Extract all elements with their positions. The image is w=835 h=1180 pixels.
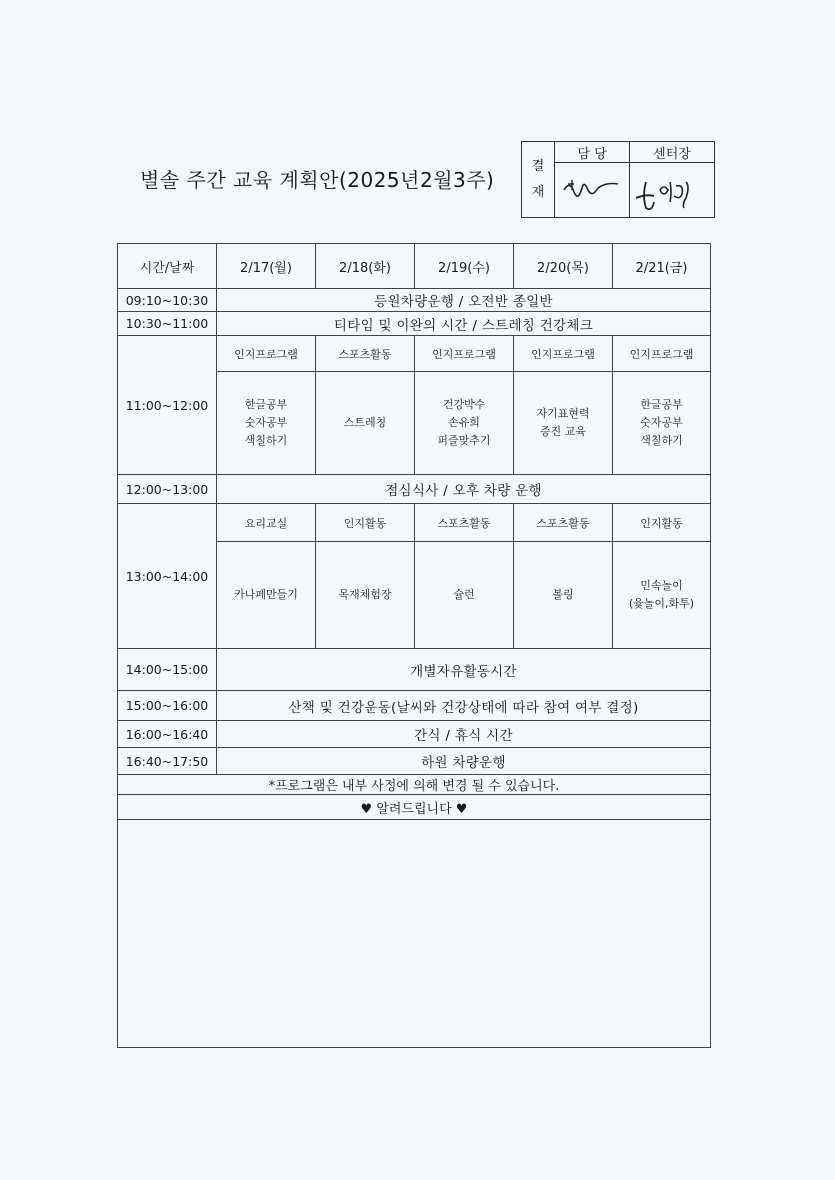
activity-cell: 등원차량운행 / 오전반 종일반 bbox=[217, 289, 711, 312]
activity-line: 숫자공부 bbox=[244, 416, 288, 429]
activity-line: 한글공부 bbox=[640, 398, 683, 411]
category-cell: 인지활동 bbox=[613, 504, 711, 542]
activity-cell: 산책 및 건강운동(날씨와 건강상태에 따라 참여 여부 결정) bbox=[217, 691, 711, 721]
activity-line: 건강박수 bbox=[442, 398, 486, 411]
approval-side-label bbox=[522, 142, 555, 218]
activity-cell bbox=[514, 372, 613, 475]
header-day: 2/20(목) bbox=[514, 244, 613, 289]
activity-line: 카나페만들기 bbox=[234, 588, 298, 601]
notice-body bbox=[118, 820, 711, 1048]
time-cell: 16:00~16:40 bbox=[118, 721, 217, 748]
notice-header-row bbox=[118, 795, 711, 820]
staff-signature bbox=[555, 163, 630, 218]
activity-cell bbox=[316, 542, 415, 649]
table-row bbox=[118, 336, 711, 372]
activity-cell bbox=[217, 372, 316, 475]
table-row bbox=[118, 504, 711, 542]
activity-line: 색칠하기 bbox=[640, 434, 683, 447]
table-row bbox=[118, 721, 711, 748]
time-cell: 14:00~15:00 bbox=[118, 649, 217, 691]
activity-line: 한글공부 bbox=[244, 398, 288, 411]
category-cell: 인지프로그램 bbox=[514, 336, 613, 372]
activity-line: 색칠하기 bbox=[244, 434, 288, 447]
activity-cell bbox=[613, 372, 711, 475]
category-cell: 인지활동 bbox=[316, 504, 415, 542]
header-day: 2/19(수) bbox=[415, 244, 514, 289]
activity-cell bbox=[514, 542, 613, 649]
table-row bbox=[118, 748, 711, 775]
activity-cell bbox=[415, 372, 514, 475]
activity-line: 볼링 bbox=[552, 588, 574, 601]
activity-cell: 간식 / 휴식 시간 bbox=[217, 721, 711, 748]
approval-col-director: 센터장 bbox=[630, 142, 715, 163]
note-row bbox=[118, 775, 711, 795]
activity-cell: 개별자유활동시간 bbox=[217, 649, 711, 691]
category-cell: 인지프로그램 bbox=[217, 336, 316, 372]
header-day: 2/21(금) bbox=[613, 244, 711, 289]
activity-line: (윷놀이,화투) bbox=[628, 597, 695, 610]
header-row bbox=[118, 244, 711, 289]
table-row bbox=[118, 475, 711, 504]
time-cell: 12:00~13:00 bbox=[118, 475, 217, 504]
activity-line: 목재체험장 bbox=[338, 588, 392, 601]
director-signature bbox=[630, 163, 715, 218]
activity-cell bbox=[613, 542, 711, 649]
time-cell: 09:10~10:30 bbox=[118, 289, 217, 312]
change-notice: *프로그램은 내부 사정에 의해 변경 될 수 있습니다. bbox=[118, 775, 711, 795]
page-title: 별솔 주간 교육 계획안(2025년2월3주) bbox=[140, 168, 495, 192]
activity-line: 숫자공부 bbox=[640, 416, 683, 429]
table-row bbox=[118, 691, 711, 721]
activity-line: 자기표현력 bbox=[536, 407, 590, 420]
time-cell: 11:00~12:00 bbox=[118, 336, 217, 475]
activity-cell: 티타임 및 이완의 시간 / 스트레칭 건강체크 bbox=[217, 312, 711, 336]
time-cell: 10:30~11:00 bbox=[118, 312, 217, 336]
schedule-table bbox=[117, 243, 711, 1048]
time-cell: 15:00~16:00 bbox=[118, 691, 217, 721]
header-time-date: 시간/날짜 bbox=[118, 244, 217, 289]
table-row bbox=[118, 312, 711, 336]
activity-line: 증진 교육 bbox=[539, 425, 586, 438]
activity-cell bbox=[415, 542, 514, 649]
category-cell: 스포츠활동 bbox=[316, 336, 415, 372]
category-cell: 스포츠활동 bbox=[514, 504, 613, 542]
activity-cell bbox=[217, 542, 316, 649]
approval-col-staff: 담 당 bbox=[555, 142, 630, 163]
table-row bbox=[118, 649, 711, 691]
table-row bbox=[118, 289, 711, 312]
category-cell: 인지프로그램 bbox=[415, 336, 514, 372]
time-cell: 13:00~14:00 bbox=[118, 504, 217, 649]
approval-box bbox=[521, 141, 715, 218]
activity-cell bbox=[316, 372, 415, 475]
category-cell: 스포츠활동 bbox=[415, 504, 514, 542]
activity-line: 퍼즐맞추기 bbox=[437, 434, 491, 447]
activity-line: 손유희 bbox=[448, 416, 480, 429]
activity-line: 민속놀이 bbox=[640, 579, 683, 592]
activity-cell: 점심식사 / 오후 차량 운행 bbox=[217, 475, 711, 504]
header-day: 2/18(화) bbox=[316, 244, 415, 289]
category-cell: 요리교실 bbox=[217, 504, 316, 542]
activity-line: 스트레칭 bbox=[343, 416, 387, 429]
notice-heading: ♥ 알려드립니다 ♥ bbox=[118, 795, 711, 820]
time-cell: 16:40~17:50 bbox=[118, 748, 217, 775]
activity-cell: 하원 차량운행 bbox=[217, 748, 711, 775]
notice-body-row bbox=[118, 820, 711, 1048]
header-day: 2/17(월) bbox=[217, 244, 316, 289]
activity-line: 슐런 bbox=[453, 588, 475, 601]
category-cell: 인지프로그램 bbox=[613, 336, 711, 372]
approval-label-1: 결 bbox=[531, 158, 545, 174]
approval-label-2: 재 bbox=[531, 184, 545, 200]
